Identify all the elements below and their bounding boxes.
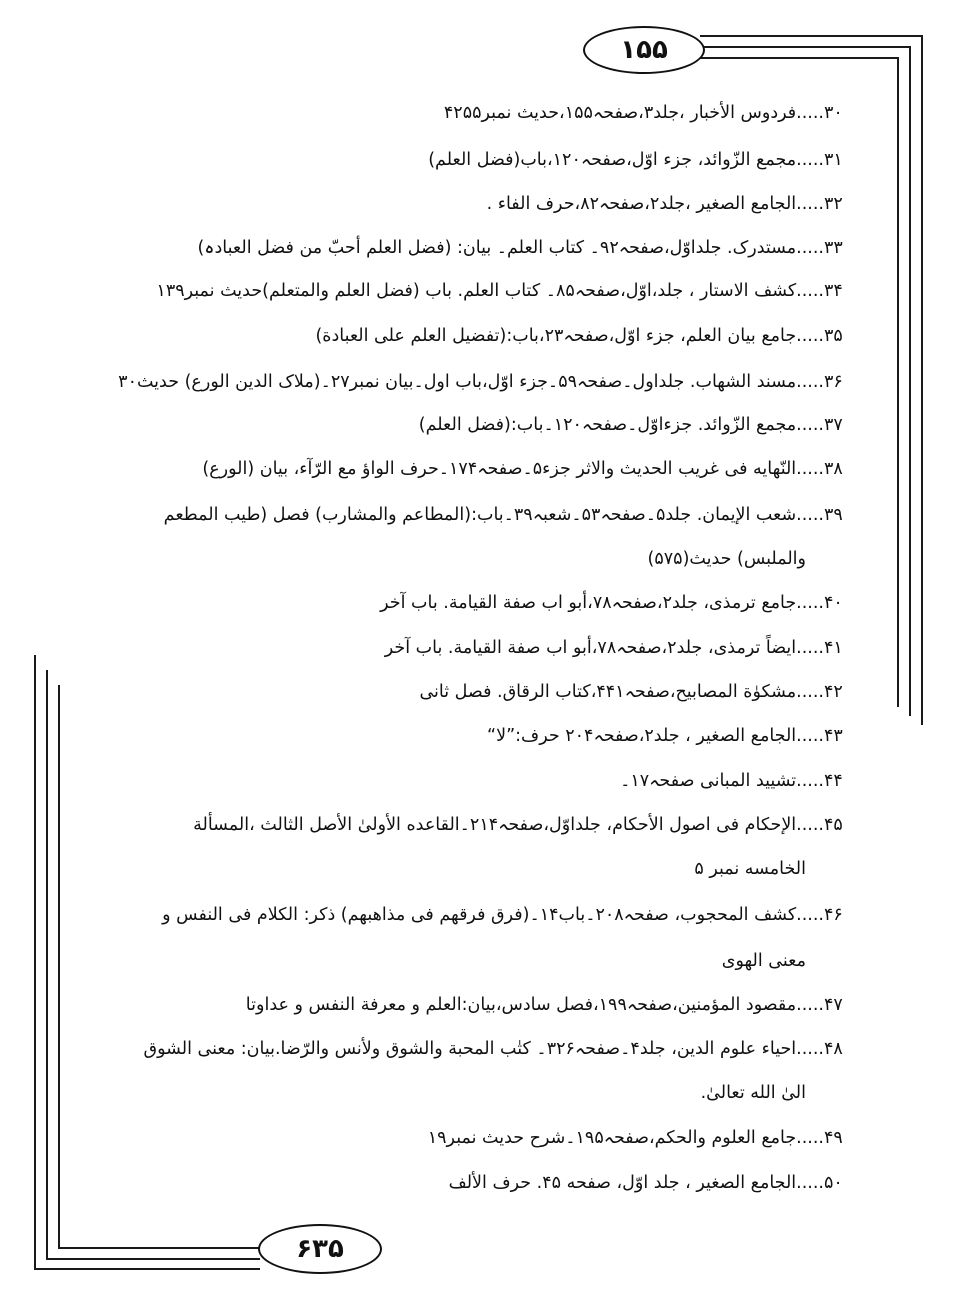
footnote-item [100, 100, 850, 126]
footnote-item [100, 1036, 850, 1062]
footnote-text: والملبس) حدیث(۵۷۵) [647, 549, 806, 569]
footnote-text: کشف المحجوب، صفحہ۲۰۸۔باب۱۴۔(فرق فرقهم فی مذاهبهم) ذکر: الکلام فی النفس و [162, 905, 797, 925]
footnote-leader-dots: ..... [796, 326, 824, 346]
footnote-number: ۳۵ [824, 326, 843, 346]
footnote-leader-dots: ..... [796, 1128, 824, 1148]
footnote-item [100, 191, 850, 217]
frame-right-line-third [897, 57, 899, 707]
footnote-leader-dots: ..... [796, 505, 824, 525]
footnote-item [100, 679, 850, 705]
frame-bottom-line-outer [34, 1268, 260, 1270]
footnote-number: ۴۶ [824, 905, 843, 925]
footnote-leader-dots: ..... [796, 281, 824, 301]
footnote-text: کشف الاستار ، جلد،اوّل،صفحہ۸۵۔ کتاب العلم. باب (فضل العلم والمتعلم)حدیث نمبر۱۳۹ [156, 281, 797, 301]
footnote-text: ایضاً ترمذی، جلد۲،صفحہ۷۸،أبو اب صفة القیامة. باب آخر [384, 638, 797, 658]
frame-right-line-inner [909, 46, 911, 716]
footnote-continuation [100, 1080, 850, 1106]
footnote-item [100, 812, 850, 838]
frame-top-line-third [700, 57, 898, 59]
footnote-text: الجامع الصغیر ،جلد۲،صفحہ۸۲،حرف الفاء . [486, 194, 797, 214]
footnote-item [100, 369, 850, 395]
footnote-leader-dots: ..... [796, 150, 824, 170]
frame-left-line-outer [34, 655, 36, 1270]
footnote-leader-dots: ..... [796, 815, 824, 835]
footnote-number: ۵۰ [824, 1173, 843, 1193]
footnote-number: ۴۸ [824, 1039, 843, 1059]
footnote-leader-dots: ..... [796, 459, 824, 479]
footnote-text: فردوس الأخبار ،جلد۳،صفحہ۱۵۵،حدیث نمبر۴۲۵۵ [443, 103, 797, 123]
footnote-number: ۳۰ [824, 103, 843, 123]
footnote-item [100, 1170, 850, 1196]
footnote-text: معنی الهوی [721, 951, 806, 971]
footnote-leader-dots: ..... [796, 103, 824, 123]
footnote-number: ۴۳ [824, 726, 843, 746]
footnote-text: جامع بیان العلم، جزء اوّل،صفحہ۲۳،باب:(تفضیل العلم علی العبادة) [315, 326, 797, 346]
footnote-number: ۳۲ [824, 194, 843, 214]
footnote-continuation [100, 546, 850, 572]
footnote-text: الجامع الصغیر ، جلد اوّل، صفحه ۴۵. حرف الألف [448, 1173, 797, 1193]
footnote-number: ۴۲ [824, 682, 843, 702]
footnote-number: ۳۱ [824, 150, 843, 170]
footnote-number: ۴۵ [824, 815, 843, 835]
footnote-text: مسند الشهاب. جلداول۔صفحہ۵۹۔جزء اوّل،باب اول۔بیان نمبر۲۷۔(ملاک الدین الورع) حدیث۳۰ [118, 372, 797, 392]
footnote-item [100, 902, 850, 928]
footnote-text: شعب الإیمان. جلد۵۔صفحہ۵۳۔شعبہ۳۹۔باب:(المطاعم والمشارب) فصل (طیب المطعم [163, 505, 797, 525]
footnote-item [100, 590, 850, 616]
footnote-leader-dots: ..... [796, 593, 824, 613]
footnote-number: ۴۴ [824, 771, 843, 791]
footnote-leader-dots: ..... [796, 726, 824, 746]
footnote-leader-dots: ..... [796, 995, 824, 1015]
footnote-text: تشیید المبانی صفحہ۱۷۔ [620, 771, 797, 791]
footnote-text: الخامسه نمبر ۵ [694, 859, 806, 879]
footnote-leader-dots: ..... [796, 415, 824, 435]
footnote-item [100, 502, 850, 528]
footnote-text: الیٰ الله تعالیٰ. [700, 1083, 806, 1103]
frame-bottom-line-inner [46, 1258, 260, 1260]
frame-left-line-third [58, 685, 60, 1248]
footnote-text: احیاء علوم الدین، جلد۴۔صفحہ۳۲۶۔ کتٰب المحبة والشوق ولأنس والرّضا.بیان: معنی الشوق [143, 1039, 797, 1059]
footnote-leader-dots: ..... [796, 194, 824, 214]
frame-right-line-outer [921, 35, 923, 725]
footnote-leader-dots: ..... [796, 682, 824, 702]
footnote-leader-dots: ..... [796, 771, 824, 791]
footnote-leader-dots: ..... [796, 905, 824, 925]
footnote-number: ۴۱ [824, 638, 843, 658]
footnote-number: ۳۴ [824, 281, 843, 301]
footnote-continuation [100, 948, 850, 974]
footnote-item [100, 456, 850, 482]
footnote-leader-dots: ..... [796, 1039, 824, 1059]
footnote-text: جامع ترمذی، جلد۲،صفحہ۷۸،أبو اب صفة القیامة. باب آخر [380, 593, 797, 613]
footnote-item [100, 235, 850, 261]
frame-top-line-outer [700, 35, 922, 37]
page-number-bottom: ۶۳۵ [258, 1224, 382, 1274]
footnote-number: ۴۷ [824, 995, 843, 1015]
frame-top-line-inner [700, 46, 910, 48]
footnote-item [100, 992, 850, 1018]
footnote-text: الجامع الصغیر ، جلد۲،صفحہ۲۰۴ حرف:”لا“ [487, 726, 797, 746]
footnote-item [100, 412, 850, 438]
footnote-item [100, 323, 850, 349]
footnote-item [100, 723, 850, 749]
footnote-item [100, 147, 850, 173]
footnote-leader-dots: ..... [796, 372, 824, 392]
footnote-text: جامع العلوم والحکم،صفحہ۱۹۵۔شرح حدیث نمبر۱۹ [427, 1128, 797, 1148]
footnote-item [100, 635, 850, 661]
footnote-text: مقصود المؤمنین،صفحہ۱۹۹،فصل سادس،بیان:العلم و معرفة النفس و عداوتا [245, 995, 797, 1015]
footnote-text: مجمع الزّوائد، جزء اوّل،صفحہ۱۲۰،باب(فضل العلم) [428, 150, 797, 170]
footnote-leader-dots: ..... [796, 1173, 824, 1193]
footnote-continuation [100, 856, 850, 882]
footnote-text: مستدرک. جلداوّل،صفحہ۹۲۔ کتاب العلم۔ بیان: (فضل العلم أحبّ من فضل العبادہ) [197, 238, 797, 258]
footnote-text: مشکوٰة المصابیح،صفحہ۴۴۱،کتاب الرقاق. فصل ثانی [419, 682, 797, 702]
footnote-text: النّهایه فی غریب الحدیث والاثر جزء۵۔صفحہ۱۷۴۔حرف الواؤ مع الرّآء، بیان (الورع) [202, 459, 797, 479]
footnote-number: ۴۰ [824, 593, 843, 613]
page-number-top: ۱۵۵ [583, 26, 705, 74]
footnote-item [100, 278, 850, 304]
frame-left-line-inner [46, 670, 48, 1260]
footnote-leader-dots: ..... [796, 238, 824, 258]
frame-bottom-line-third [58, 1247, 260, 1249]
footnote-item [100, 1125, 850, 1151]
footnote-number: ۳۳ [824, 238, 843, 258]
footnote-text: مجمع الزّوائد. جزءاوّل۔صفحہ۱۲۰۔باب:(فضل العلم) [418, 415, 797, 435]
footnote-text: الإحکام فی اصول الأحکام، جلداوّل،صفحہ۲۱۴۔القاعده الأولیٰ الأصل الثالث ،المسألة [193, 815, 797, 835]
footnote-item [100, 768, 850, 794]
footnote-number: ۳۹ [824, 505, 843, 525]
footnote-number: ۳۸ [824, 459, 843, 479]
footnote-number: ۳۷ [824, 415, 843, 435]
footnote-leader-dots: ..... [796, 638, 824, 658]
footnote-number: ۴۹ [824, 1128, 843, 1148]
footnote-number: ۳۶ [824, 372, 843, 392]
